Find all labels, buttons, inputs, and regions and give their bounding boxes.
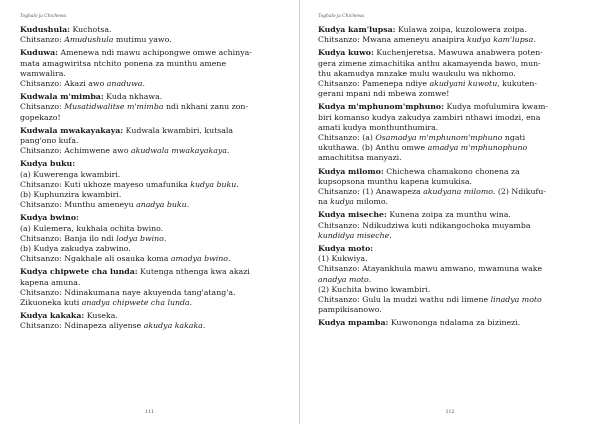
headword: Kudya miseche: [318, 210, 387, 220]
entry-text: pang'ono kufa. [20, 136, 79, 146]
page-number: 112 [445, 410, 455, 415]
dictionary-entry [20, 126, 285, 157]
entry-line [20, 190, 285, 200]
entry-line [318, 123, 586, 133]
headword: Kudya moto: [318, 244, 374, 254]
dictionary-entries [20, 25, 285, 332]
entry-text: Chitsanzo: Atayankhula mawu amwano, mwamuna wake [318, 264, 543, 274]
entry-text: Chitsanzo: [20, 35, 65, 45]
entry-text: Chitsanzo: Achimwene awo [20, 146, 131, 156]
entry-line [318, 275, 586, 285]
headword: Kudya buku: [20, 159, 76, 169]
entry-text: Kuwononga ndalama za bizinezi. [388, 318, 521, 328]
entry-line [318, 285, 586, 295]
entry-text: Zikuoneka kuti [20, 298, 82, 308]
entry-text: . [389, 230, 392, 240]
entry-text: (b) Kuphunzira kwambiri. [20, 190, 122, 200]
entry-text: . [226, 146, 230, 156]
entry-text: biri komanso kudya zakudya zambiri nthawi imodzi, ena [318, 112, 541, 122]
dictionary-entry [20, 159, 285, 210]
entry-line [318, 221, 586, 231]
entry-text: . [186, 200, 190, 210]
example-phrase: akudyana milomo [423, 187, 493, 197]
entry-line [20, 200, 285, 210]
entry-line [318, 113, 586, 123]
entry-line [20, 224, 285, 234]
entry-text: Chitsanzo: Banja ilo ndi [20, 233, 117, 243]
entry-line [318, 143, 586, 153]
entry-text: mata amagwiritsa ntchito ponena za munthu amene [20, 58, 227, 68]
entry-line [20, 234, 285, 244]
entry-text: Chichewa chamakono chonena za [383, 166, 520, 176]
entry-text: gera zimene zimachitika anthu akamayenda bawo, mun- [318, 58, 541, 68]
entry-line [20, 92, 285, 102]
headword: Kuduwa: [20, 48, 59, 58]
example-phrase: akudyani kuwotu [429, 79, 498, 89]
headword: Kudya chipwete cha lunda: [20, 267, 138, 277]
entry-text: . [202, 321, 206, 331]
entry-text: Kuchotsa. [70, 25, 112, 34]
entry-text: ngati [502, 133, 526, 143]
entry-text: Kuda nkhawa. [103, 92, 163, 102]
entry-text: Chitsanzo: Ndinapeza aliyense [20, 321, 144, 331]
entry-line [20, 278, 285, 288]
entry-text: Kutenga nthenga kwa akazi [137, 267, 250, 277]
example-phrase: Amudushula [64, 35, 114, 45]
entry-text: thu akamudya mnzake mulu waukulu wa nkhomo. [318, 68, 516, 78]
entry-line [318, 177, 586, 187]
entry-text: amati kudya monthunthumira. [318, 122, 439, 132]
entry-line [20, 244, 285, 254]
entry-line [318, 318, 586, 328]
entry-line [20, 25, 285, 35]
entry-text: . [163, 233, 167, 243]
entry-text: Chitsanzo: (1) Anawapeza [318, 187, 424, 197]
entry-text: . [228, 254, 231, 264]
dictionary-entry [318, 244, 586, 315]
entry-line [20, 267, 285, 277]
entry-text: pampikisanowo. [318, 305, 382, 315]
entry-text: Chitsanzo: Ndikudziwa kuti ndikangochoka muyamba [318, 220, 531, 230]
entry-line [20, 321, 285, 331]
entry-text: Chitsanzo: Pamenepa ndiye [318, 79, 430, 89]
entry-line [318, 244, 586, 254]
entry-line [318, 69, 586, 79]
dictionary-entry [20, 267, 285, 308]
example-phrase: anadya moto [318, 274, 369, 284]
entry-text: Chitsanzo: Kuti ukhoze mayeso umafunika [20, 179, 191, 189]
entry-text: Chitsanzo: (a) [318, 133, 376, 143]
entry-text: Chitsanzo: Ndinakumana naye akuyenda tang'atang'a. [20, 287, 236, 297]
example-phrase: linadya moto [490, 295, 542, 305]
entry-text: . [533, 35, 536, 45]
dictionary-entries [318, 25, 586, 329]
entry-text: Chitsanzo: Mwana ameneyu anaipira [318, 35, 467, 45]
headword: Kudya bwino: [20, 213, 79, 223]
dictionary-entry [318, 318, 586, 328]
entry-line [20, 69, 285, 79]
entry-text: gopekazo! [20, 112, 61, 122]
right-page [300, 0, 600, 424]
dictionary-entry [318, 48, 586, 99]
example-phrase: kudya buku [190, 179, 237, 189]
example-phrase: kudya kam'lupsa [467, 35, 534, 45]
example-phrase: lodya bwino [116, 233, 164, 243]
entry-text: kapena amuna. [20, 277, 81, 287]
example-phrase: Musatidwalitse m'mimba [64, 102, 164, 112]
dictionary-entry [318, 210, 586, 241]
headword: Kudya kakaka: [20, 311, 85, 321]
entry-line [20, 113, 285, 123]
entry-line [20, 170, 285, 180]
entry-line [20, 146, 285, 156]
entry-text: . [368, 274, 372, 284]
page-number: 111 [145, 410, 154, 415]
entry-text: Kuchenjeretsa. Mawuwa anabwera poten- [373, 48, 543, 58]
entry-text: kupsopsona munthu kapena kumukisa. [318, 176, 472, 186]
entry-text: mutimu yawo. [113, 35, 172, 45]
headword: Kudya kam'lupsa: [318, 25, 396, 34]
example-phrase: akudwala mwakayakaya [131, 146, 227, 156]
entry-text: Kudwala kwambiri, kutsala [123, 125, 234, 135]
entry-text: gerani mpani ndi mbewa zomwe! [318, 89, 450, 99]
entry-line [318, 133, 586, 143]
entry-line [318, 210, 586, 220]
entry-text: (2) Kuchita bwino kwambiri. [318, 284, 431, 294]
entry-text: (a) Kulemera, kukhala ochita bwino. [20, 223, 164, 233]
entry-line [318, 59, 586, 69]
headword: Kudya m'mphunom'mphuno: [318, 102, 444, 112]
entry-text: Kunena zoipa za munthu wina. [386, 210, 511, 220]
entry-text: Chitsanzo: [20, 102, 65, 112]
entry-line [20, 79, 285, 89]
entry-line [318, 89, 586, 99]
entry-text: amachititsa manyazi. [318, 153, 402, 163]
entry-line [20, 213, 285, 223]
entry-text: ndi nkhani zanu zon- [163, 102, 249, 112]
entry-line [318, 153, 586, 163]
entry-line [20, 298, 285, 308]
entry-line [318, 25, 586, 35]
entry-text: Kudya mofulumira kwam- [444, 102, 549, 112]
dictionary-entry [20, 213, 285, 264]
dictionary-entry [318, 167, 586, 208]
dictionary-entry [20, 92, 285, 123]
entry-text: na [318, 197, 331, 207]
headword: Kudya kuwo: [318, 48, 374, 58]
entry-line [318, 187, 586, 197]
entry-line [318, 264, 586, 274]
entry-line [318, 295, 586, 305]
dictionary-entry [20, 48, 285, 89]
entry-line [20, 136, 285, 146]
entry-line [20, 126, 285, 136]
example-phrase: anadya buku [136, 200, 187, 210]
entry-line [20, 159, 285, 169]
entry-text: (1) Kukwiya. [318, 254, 368, 264]
example-phrase: anaduwa [106, 79, 143, 89]
entry-line [20, 35, 285, 45]
entry-line [20, 180, 285, 190]
entry-text: (a) Kuwerenga kwambiri. [20, 169, 121, 179]
entry-text: . [189, 298, 193, 308]
headword: Kudwala mwakayakaya: [20, 125, 124, 135]
entry-text: milomo. [353, 197, 388, 207]
entry-text: Chitsanzo: Gulu la mudzi wathu ndi limene [318, 295, 491, 305]
running-head: Toghalo ja Chichewa [318, 14, 365, 19]
entry-line [318, 305, 586, 315]
entry-line [20, 254, 285, 264]
example-phrase: Osamadya m'mphunom'mphuno [375, 133, 503, 143]
entry-line [20, 48, 285, 58]
entry-text: wamwalira. [20, 68, 66, 78]
dictionary-entry [20, 311, 285, 331]
entry-line [318, 231, 586, 241]
entry-text: Kuseka. [84, 311, 118, 321]
entry-text: (b) Kudya zakudya zabwino. [20, 244, 131, 254]
headword: Kudwala m'mimba: [20, 92, 104, 102]
headword: Kudya mpamba: [318, 318, 389, 328]
entry-text: Chitsanzo: Ngakhale ali osauka koma [20, 254, 171, 264]
headword: Kudya milomo: [318, 166, 384, 176]
running-head: Toghalo ja Chichewa [20, 14, 67, 19]
example-phrase: anadya chipwete cha lunda [81, 298, 190, 308]
example-phrase: kundidya miseche [318, 230, 390, 240]
entry-text: . (2) Ndikufu- [492, 187, 547, 197]
entry-line [318, 254, 586, 264]
entry-line [318, 197, 586, 207]
example-phrase: akudya kakaka [143, 321, 203, 331]
entry-line [318, 48, 586, 58]
entry-text: , kukuten- [497, 79, 538, 89]
entry-line [20, 288, 285, 298]
entry-text: Chitsanzo: Munthu ameneyu [20, 200, 137, 210]
entry-text: . [236, 179, 239, 189]
example-phrase: kudya [330, 197, 354, 207]
example-phrase: amadya m'mphunophuno [427, 143, 528, 153]
entry-line [20, 102, 285, 112]
headword: Kudushula: [20, 25, 71, 34]
entry-line [318, 167, 586, 177]
entry-text: Kulawa zoipa, kuzolowera zoipa. [395, 25, 527, 34]
dictionary-entry [318, 25, 586, 45]
entry-line [318, 35, 586, 45]
entry-text: ukuthawa. (b) Anthu omwe [318, 143, 428, 153]
entry-line [20, 311, 285, 321]
example-phrase: amadya bwino [170, 254, 228, 264]
entry-text: Chitsanzo: Akazi awo [20, 79, 107, 89]
entry-text: . [142, 79, 145, 89]
entry-line [318, 79, 586, 89]
dictionary-entry [20, 25, 285, 45]
entry-line [20, 59, 285, 69]
dictionary-entry [318, 102, 586, 163]
entry-text: Amenewa ndi mawu achipongwe omwe achinya- [58, 48, 252, 58]
entry-line [318, 102, 586, 112]
